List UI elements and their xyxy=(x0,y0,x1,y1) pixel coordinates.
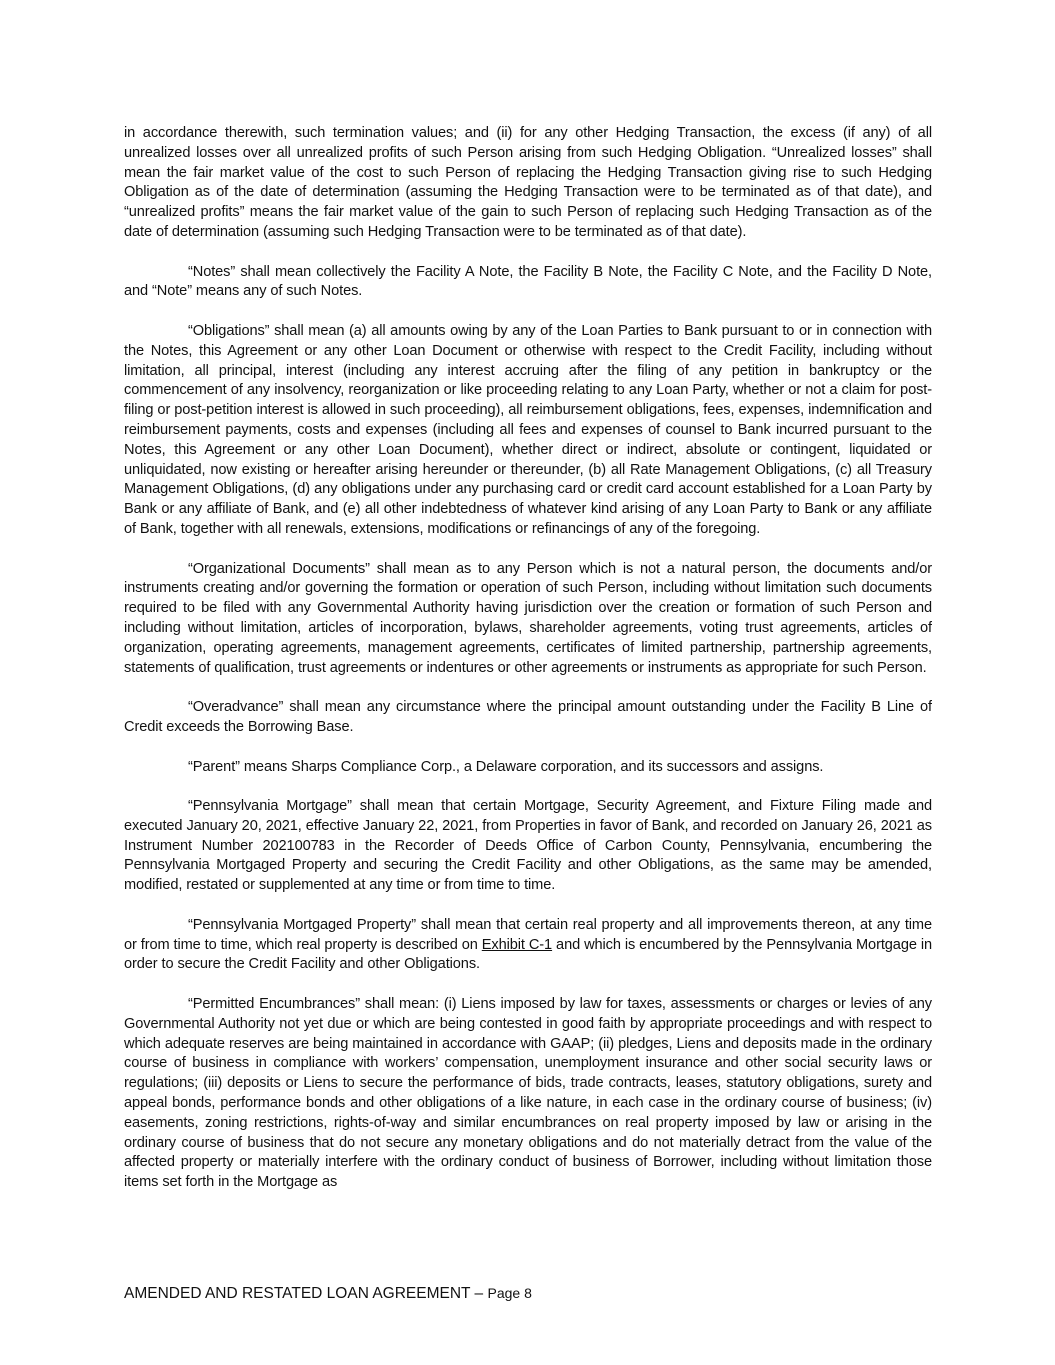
paragraph-overadvance-definition: “Overadvance” shall mean any circumstance where the principal amount outstanding under the Facility B Line of Credit exceeds the Borrowing Base. xyxy=(124,699,932,735)
document-page xyxy=(124,124,932,1254)
paragraph-pennsylvania-mortgage-definition: “Pennsylvania Mortgage” shall mean that certain Mortgage, Security Agreement, and Fixture Filing made and executed January 20, 2021, effective January 22, 2021, from Properties in favor of Bank, and recorded on January 26, 2021 as Instrument Number 202100783 in the Recorder of Deeds Office of Carbon County, Pennsylvania, encumbering the Pennsylvania Mortgaged Property and securing the Credit Facility and other Obligations, as the same may be amended, modified, restated or supplemented at any time or from time to time. xyxy=(124,798,932,894)
paragraph-pennsylvania-mortgaged-property-definition xyxy=(124,916,932,975)
paragraph-organizational-documents-definition: “Organizational Documents” shall mean as to any Person which is not a natural person, the documents and/or instruments creating and/or governing the formation or operation of such Person, including without limitation such documents required to be filed with any Governmental Authority having jurisdiction over the creation or formation of such Person and including without limitation, articles of incorporation, bylaws, shareholder agreements, voting trust agreements, articles of organization, operating agreements, management agreements, certificates of limited partnership, partnership agreements, statements of qualification, trust agreements or indentures or other agreements or instruments as appropriate for such Person. xyxy=(124,560,932,676)
footer-page-number: Page 8 xyxy=(487,1285,532,1301)
exhibit-c1-reference: Exhibit C-1 xyxy=(481,936,553,953)
paragraph-permitted-encumbrances-definition: “Permitted Encumbrances” shall mean: (i) Liens imposed by law for taxes, assessments or charges or levies of any Governmental Authority not yet due or which are being contested in good faith by appropriate proceedings and with respect to which adequate reserves are being maintained in accordance with GAAP; (ii) pledges, Liens and deposits made in the ordinary course of business in compliance with workers’ compensation, unemployment insurance and other social security laws or regulations; (iii) deposits or Liens to secure the performance of bids, trade contracts, leases, statutory obligations, surety and appeal bonds, performance bonds and other obligations of a like nature, in each case in the ordinary course of business; (iv) easements, zoning restrictions, rights-of-way and similar encumbrances on real property imposed by law or arising in the ordinary course of business that do not secure any monetary obligations and do not materially detract from the value of the affected property or materially interfere with the ordinary conduct of business of Borrower, including without limitation those items set forth in the Mortgage as xyxy=(124,996,932,1191)
paragraph-parent-definition: “Parent” means Sharps Compliance Corp., a Delaware corporation, and its successors and assigns. xyxy=(188,758,824,775)
mortgaged-property-text-after: and which is encumbered by the Pennsylvania Mortgage in order to secure the Credit Facility and other Obligations. xyxy=(124,936,932,973)
page-footer xyxy=(124,1283,532,1304)
footer-separator: – xyxy=(474,1285,484,1302)
paragraph-obligations-definition: “Obligations” shall mean (a) all amounts owing by any of the Loan Parties to Bank pursuant to or in connection with the Notes, this Agreement or any other Loan Document or otherwise with respect to the Credit Facility, including without limitation, all principal, interest (including any interest accruing after the filing of any petition in bankruptcy or the commencement of any insolvency, reorganization or like proceeding relating to any Loan Party, whether or not a claim for post-filing or post-petition interest is allowed in such proceeding), all reimbursement obligations, fees, expenses, indemnification and reimbursement payments, costs and expenses (including all fees and expenses of counsel to Bank incurred pursuant to the Notes, this Agreement or any other Loan Document), whether direct or indirect, absolute or contingent, liquidated or unliquidated, now existing or hereafter arising hereunder or thereunder, (b) all Rate Management Obligations, (c) all Treasury Management Obligations, (d) any obligations under any purchasing card or credit card account established for a Loan Party by Bank or any affiliate of Bank, and (e) all other indebtedness of whatever kind arising of any Loan Party to Bank or any affiliate of Bank, together with all renewals, extensions, modifications or refinancings of any of the foregoing. xyxy=(124,322,932,537)
mortgaged-property-text-before: “Pennsylvania Mortgaged Property” shall mean that certain real property and all improvements thereon, at any time or from time to time, which real property is described on xyxy=(124,916,932,953)
paragraph-notes-definition: “Notes” shall mean collectively the Facility A Note, the Facility B Note, the Facility C Note, and the Facility D Note, and “Note” means any of such Notes. xyxy=(124,263,932,300)
paragraph-hedging-continuation: in accordance therewith, such termination values; and (ii) for any other Hedging Transaction, the excess (if any) of all unrealized losses over all unrealized profits of such Person arising from such Hedging Obligation. “Unrealized losses” shall mean the fair market value of the cost to such Person of replacing the Hedging Transaction giving rise to such Hedging Obligation as of the date of determination (assuming the Hedging Transaction were to be terminated as of that date), and “unrealized profits” means the fair market value of the gain to such Person of replacing such Hedging Transaction as of the date of determination (assuming such Hedging Transaction were to be terminated as of that date). xyxy=(124,125,932,240)
footer-document-title: AMENDED AND RESTATED LOAN AGREEMENT xyxy=(124,1285,471,1302)
